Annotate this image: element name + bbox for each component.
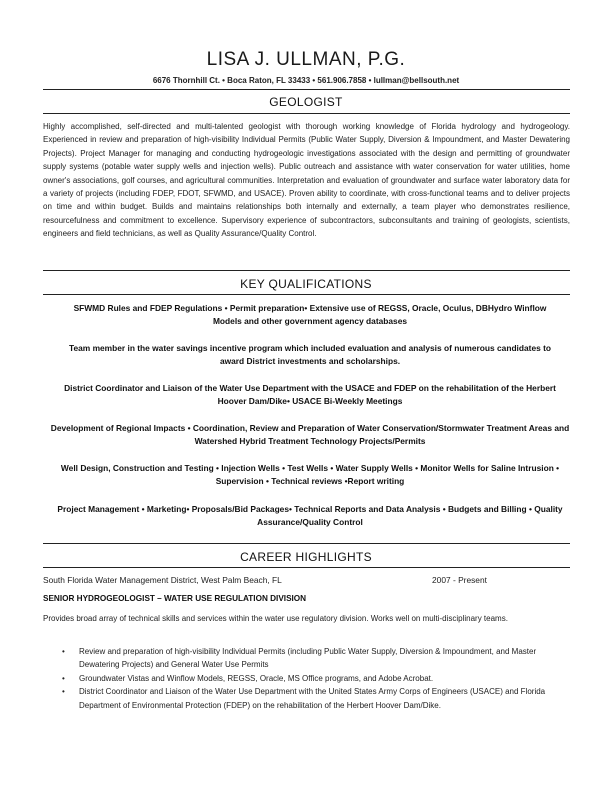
achievement-text: Groundwater Vistas and Winflow Models, REGSS, Oracle, MS Office programs, and Adobe Acrobat. <box>79 673 434 683</box>
list-item <box>62 672 562 685</box>
bullet-glyph: • <box>62 647 65 656</box>
divider <box>43 543 570 544</box>
employer: South Florida Water Management District, West Palm Beach, FL <box>43 575 282 585</box>
divider <box>43 113 570 114</box>
bullet-glyph: • <box>62 673 65 683</box>
objective-title: GEOLOGIST <box>269 95 343 109</box>
qualification-item: SFWMD Rules and FDEP Regulations • Permit preparation• Extensive use of REGSS, Oracle, Oculus, DBHydro Winflow Models and other government agency databases <box>73 303 547 327</box>
divider <box>43 89 570 90</box>
career-highlights-title: CAREER HIGHLIGHTS <box>240 550 372 564</box>
qualification-item: Project Management • Marketing• Proposals/Bid Packages• Technical Reports and Data Analysis • Budgets and Billing • Quality Assurance/Quality Control <box>57 504 563 528</box>
achievement-text: Review and preparation of high-visibility Individual Permits (including Public Water Supply, Diversion & Impoundment, and Master Dewatering Projects) and General Water Use Permits <box>79 647 537 670</box>
achievement-list <box>62 645 562 712</box>
position-title: SENIOR HYDROGEOLOGIST – WATER USE REGULATION DIVISION <box>43 594 307 603</box>
position-description: Provides broad array of technical skills and services within the water use regulatory division. Works well on multi-disciplinary teams. <box>43 614 508 623</box>
contact-info: 6676 Thornhill Ct. • Boca Raton, FL 33433 • 561.906.7858 • lullman@bellsouth.net <box>152 76 460 85</box>
divider <box>43 567 570 568</box>
qualification-item: District Coordinator and Liaison of the Water Use Department with the USACE and FDEP on the rehabilitation of the Herbert Hoover Dam/Dike• USACE Bi-Weekly Meetings <box>64 383 556 407</box>
key-qualifications-title: KEY QUALIFICATIONS <box>240 277 372 291</box>
qualification-item: Well Design, Construction and Testing • Injection Wells • Test Wells • Water Supply Wells • Monitor Wells for Saline Intrusion • Supervision • Technical reviews •Report writing <box>60 463 560 487</box>
candidate-name: LISA J. ULLMAN, P.G. <box>206 49 406 70</box>
employer-line <box>43 575 570 585</box>
professional-summary: Highly accomplished, self-directed and multi-talented geologist with thorough working knowledge of Florida hydrology and hydrogeology. Experienced in review and preparation of high-visibility Individual Permits (Public Water Supply, Diversion & Impoundment, and Master Dewatering Projects). Project Manager for managing and conducting hydrogeologic investigations associated with the design and permitting of groundwater supply systems (potable water supply wells and injection wells). Public outreach and assistance with water conservation for water utilities, home owner's associations, golf courses, and agricultural communities. Interpretation and evaluation of groundwater and surface water laboratory data for a variety of projects (including FDEP, FDOT, SFWMD, and USACE). Proven ability to coordinate, with cross-functional teams and to deliver projects on time and within budget. Builds and maintains relationships both internally and externally, a team player who demonstrates resilience, resourcefulness and commitment to excellence. Supervisory experience of subcontractors, subconsultants and training of geologists, scientists, engineers and field technicians, as well as Quality Assurance/Quality Control. <box>43 122 570 239</box>
list-item <box>62 685 562 712</box>
qualification-item: Development of Regional Impacts • Coordination, Review and Preparation of Water Conservation/Stormwater Treatment Areas and Watershed Hybrid Treatment Technology Projects/Permits <box>50 423 570 447</box>
divider <box>43 270 570 271</box>
qualification-item: Team member in the water savings incentive program which included evaluation and analysis of numerous candidates to award District investments and scholarships. <box>69 343 551 367</box>
achievement-text: District Coordinator and Liaison of the Water Use Department with the United States Army Corps of Engineers (USACE) and Florida Department of Environmental Protection (FDEP) on the rehabilitation of the Herbert Hoover Dam/Dike. <box>79 687 546 710</box>
employment-dates: 2007 - Present <box>432 575 487 585</box>
divider <box>43 294 570 295</box>
list-item <box>62 645 562 672</box>
bullet-glyph: • <box>62 687 65 697</box>
